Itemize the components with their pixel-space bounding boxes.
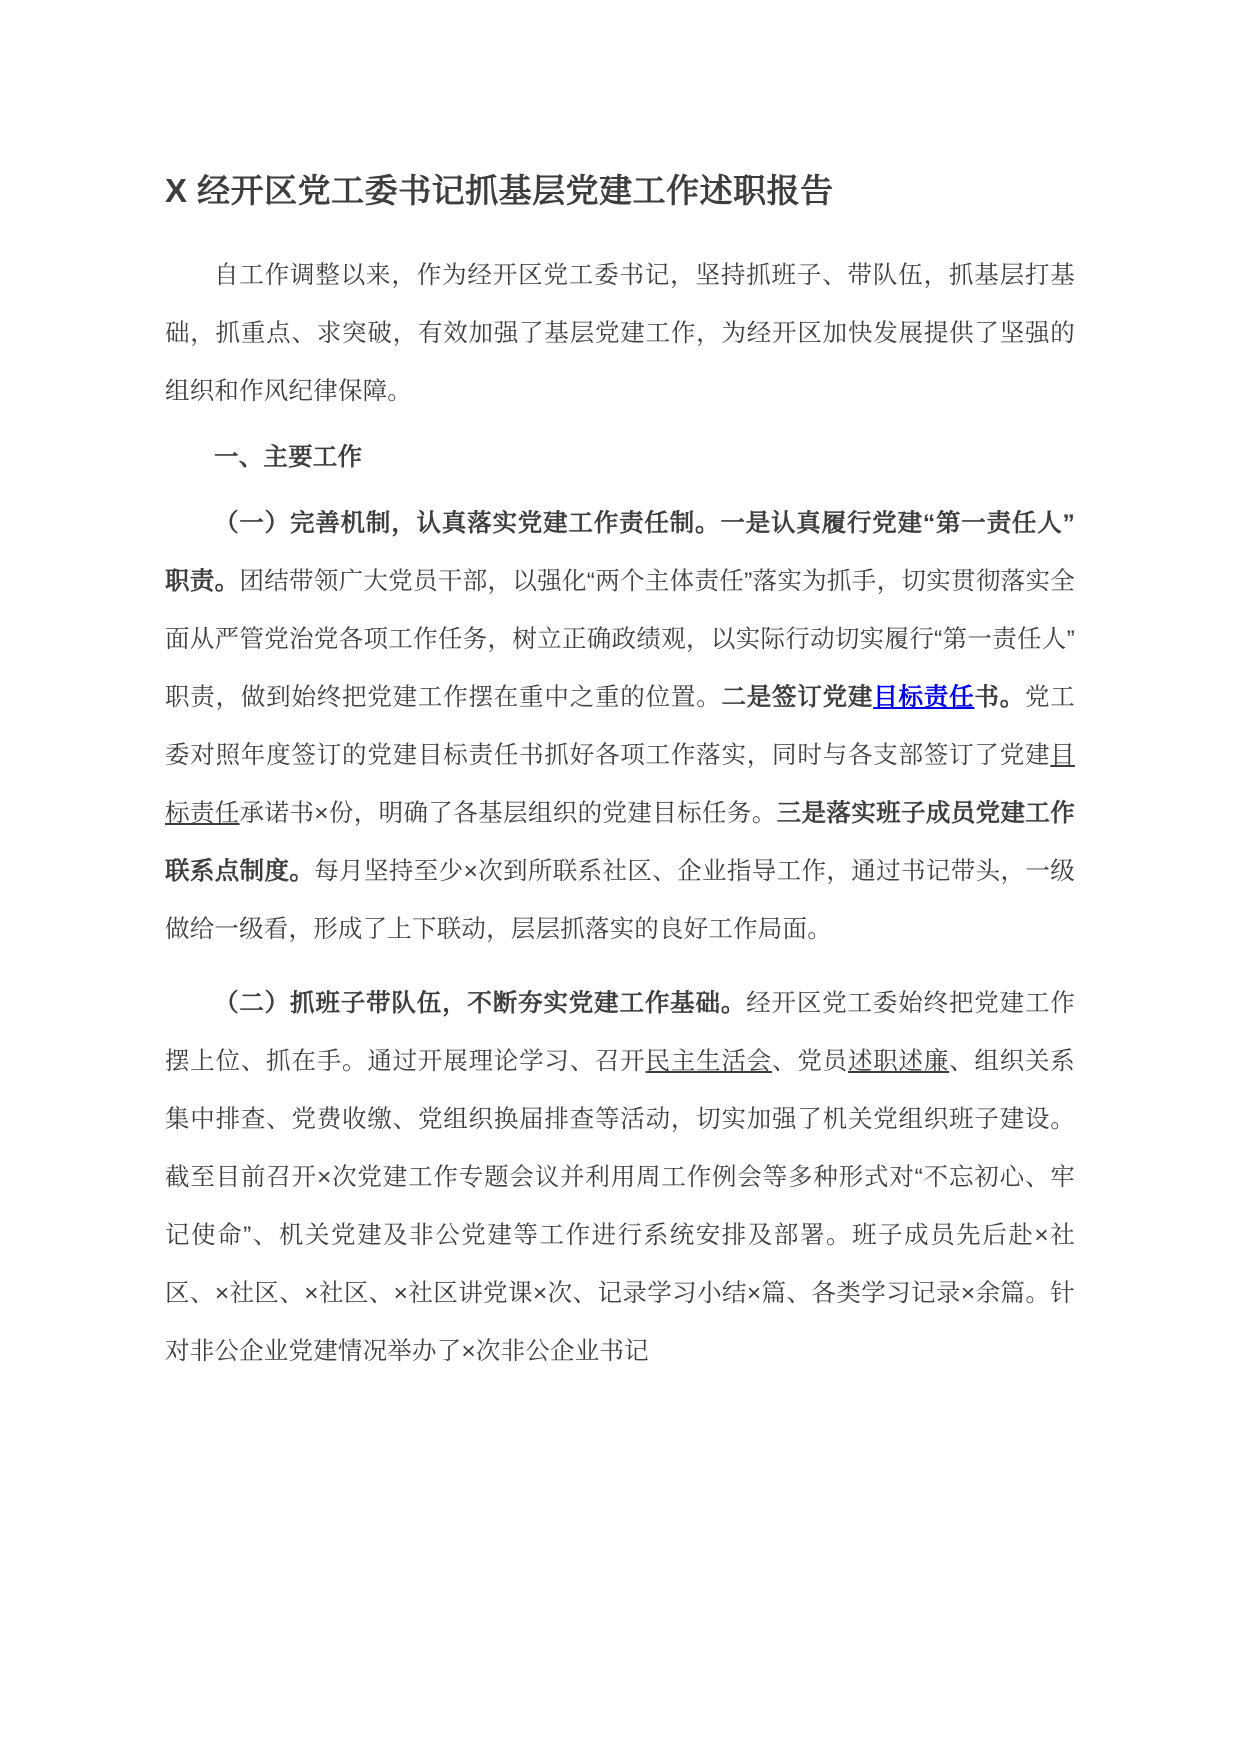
spacer [165,487,1075,495]
spacer [165,421,1075,429]
section-heading-main-work: 一、主要工作 [214,443,363,471]
subsection-1-text-c-pre: 党工委对照年度签订的党建目标责任书抓好各项工作落实，同时与各支部签订了党建 [165,683,1075,769]
subsection-1-bold-b-suffix: 书。 [974,683,1025,711]
target-responsibility-underline: 目标责任 [165,741,1075,827]
subsection-1-text-c-post: 承诺书×份，明确了各基层组织的党建目标任务。 [239,799,777,827]
subsection-1-text-a: 团结带领广大党员干部，以强化“两个主体责任”落实为抓手，切实贯彻落实全面从严管党治党各项工作任务，树立正确政绩观，以实际行动切实履行“第一责任人”职责，做到始终把党建工作摆在重中之重的位置。 [165,567,1075,711]
intro-paragraph: 自工作调整以来，作为经开区党工委书记，坚持抓班子、带队伍，抓基层打基础，抓重点、求突破，有效加强了基层党建工作，为经开区加快发展提供了坚强的组织和作风纪律保障。 [165,261,1075,405]
subsection-1-text-e: 每月坚持至少×次到所联系社区、企业指导工作，通过书记带头，一级做给一级看，形成了上下联动，层层抓落实的良好工作局面。 [165,857,1075,943]
subsection-2-text-c: 、组织关系集中排查、党费收缴、党组织换届排查等活动，切实加强了机关党组织班子建设。截至目前召开×次党建工作专题会议并利用周工作例会等多种形式对“不忘初心、牢记使命”、机关党建及非公党建等工作进行系统安排及部署。班子成员先后赴×社区、×社区、×社区、×社区讲党课×次、记录学习小结×篇、各类学习记录×余篇。针对非公企业党建情况举办了×次非公企业书记 [165,1047,1075,1365]
subsection-2-lead: （二）抓班子带队伍，不断夯实党建工作基础。 [214,989,747,1017]
subsection-1-bold-d: 三是落实班子成员党建工作联系点制度。 [165,799,1075,885]
subsection-1-bold-b-prefix: 二是签订党建 [721,683,874,711]
subsection-1-lead: （一）完善机制，认真落实党建工作责任制。一是认真履行党建“第一责任人”职责。 [165,509,1075,595]
subsection-2-text-a: 经开区党工委始终把党建工作摆上位、抓在手。通过开展理论学习、召开 [165,989,1075,1075]
work-report-integrity-underline: 述职述廉 [847,1047,950,1075]
subsection-1-paragraph [165,495,1075,959]
spacer [165,959,1075,975]
subsection-2-text-b: 、党员 [772,1047,848,1075]
target-responsibility-link[interactable]: 目标责任 [873,683,975,711]
page-title: X 经开区党工委书记抓基层党建工作述职报告 [165,172,834,209]
subsection-2-paragraph [165,975,1075,1381]
democratic-life-meeting-underline: 民主生活会 [645,1047,773,1075]
